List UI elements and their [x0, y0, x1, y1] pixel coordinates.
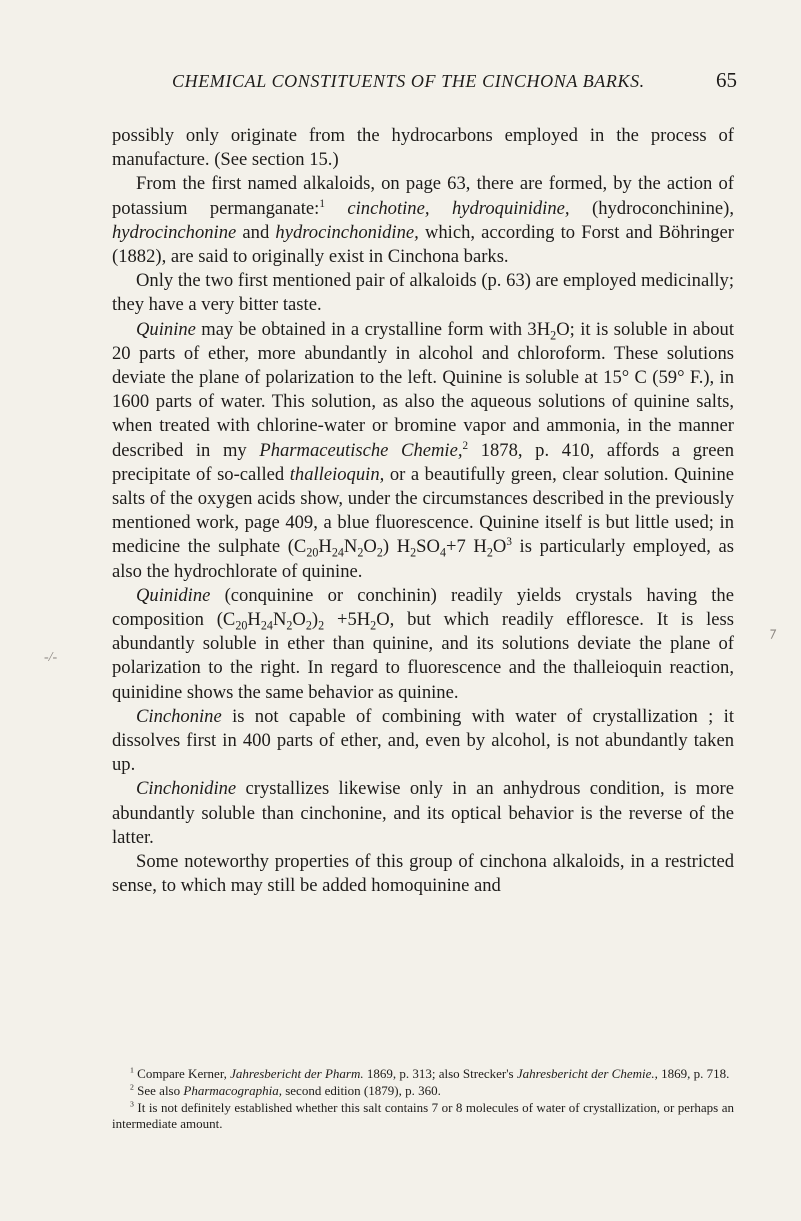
text: ) — [311, 609, 319, 631]
subscript: 2 — [357, 546, 364, 561]
running-head: CHEMICAL CONSTITUENTS OF THE CINCHONA BARKS. — [172, 71, 645, 91]
text: possibly only originate from the hydrocarbons employed in the process of manufacture. (See section 15.) — [112, 125, 734, 171]
footnote-number: 3 — [130, 1099, 134, 1109]
paragraph-quinidine — [112, 584, 734, 705]
text: may be obtained in a crystalline form with 3H — [195, 318, 551, 340]
footnote-ref: 3 — [506, 536, 512, 549]
paragraph-quinine — [112, 318, 734, 584]
paragraph-2 — [112, 172, 734, 269]
footnote-number: 1 — [130, 1065, 134, 1075]
text: See also — [133, 1083, 184, 1098]
subscript: 2 — [376, 546, 383, 561]
body-text — [112, 124, 734, 899]
italic-text: Pharmacographia, — [183, 1083, 282, 1098]
paragraph-3 — [112, 269, 734, 317]
text: and — [236, 221, 276, 243]
text: +5H — [324, 609, 371, 631]
text: O — [292, 609, 306, 631]
footnotes — [112, 1066, 734, 1133]
margin-pencil-mark-left: -/- — [44, 650, 58, 665]
italic-text: Jahresbericht der Pharm. — [230, 1066, 364, 1081]
footnote-3 — [112, 1100, 734, 1132]
subscript: 2 — [370, 618, 377, 633]
subscript: 2 — [305, 618, 312, 633]
margin-pencil-mark-right: ⁊ — [768, 626, 775, 641]
text: O — [492, 536, 507, 558]
text: N — [272, 609, 287, 631]
text: 1869, p. 313; also Strecker's — [363, 1066, 517, 1081]
text: O; it is soluble in about 20 parts of ether, more abundantly in alcohol and chloroform. These solutions deviate the plane of polarization to the left. Quinine is soluble at 15° C (59° F.), in 1600 parts of water. This solution, as also the aqueous solutions of quinine salts, when treated with chlorine-water or bromine vapor and ammonia, in the manner described in my — [112, 318, 734, 461]
italic-text: hydrocinchonine — [112, 221, 237, 243]
text: SO — [416, 536, 440, 558]
italic-text: thalleioquin, — [289, 463, 385, 485]
paragraph-cinchonine — [112, 705, 734, 778]
text: second edition (1879), p. 360. — [281, 1083, 441, 1098]
text: 1869, p. 718. — [657, 1066, 730, 1081]
text: crystallizes likewise only in an anhydrous condition, is more abundantly soluble than cinchonine, and its optical behavior is the reverse of the latter. — [112, 778, 734, 848]
page-number: 65 — [716, 68, 737, 92]
subscript: 2 — [318, 618, 325, 633]
footnote-number: 2 — [130, 1082, 134, 1092]
paragraph-1 — [112, 124, 734, 172]
text: which, according to Forst and Böhringer (1882), are said to originally exist in Cinchona barks. — [112, 221, 734, 268]
text: +7 H — [446, 536, 487, 558]
text — [325, 198, 347, 219]
footnote-2 — [112, 1083, 734, 1099]
italic-text: hydrocinchonidine, — [275, 221, 419, 243]
subscript: 24 — [331, 546, 344, 561]
paragraph-cinchonidine — [112, 777, 734, 850]
italic-text: Cinchonidine — [136, 778, 237, 800]
subscript: 20 — [235, 618, 248, 633]
text: 1878, p. 410, affords a green precipitate of so-called — [112, 439, 734, 485]
text: ) H — [382, 536, 411, 558]
italic-text: Quinine — [136, 318, 196, 340]
subscript: 4 — [439, 546, 446, 561]
text: (conquinine or conchinin) readily yields crystals having the composition (C — [112, 584, 734, 631]
text: Compare Kerner, — [133, 1066, 231, 1081]
text: It is not definitely established whether this salt contains 7 or 8 molecules of water of crystallization, or perhaps an intermediate amount. — [112, 1100, 734, 1131]
text: is not capable of combining with water of crystallization ; it dissolves first in 400 parts of ether, and, even by alcohol, is not abundantly taken up. — [112, 705, 734, 776]
italic-text: Jahresbericht der Chemie., — [516, 1066, 658, 1081]
text: O — [363, 536, 377, 558]
text: Only the two first mentioned pair of alkaloids (p. 63) are employed medicinally; they have a very bitter taste. — [112, 270, 734, 316]
italic-text: Pharmaceutische Chemie, — [259, 439, 463, 461]
subscript: 2 — [410, 546, 417, 561]
footnote-ref: 1 — [319, 197, 325, 210]
footnote-ref: 2 — [462, 439, 469, 452]
subscript: 2 — [550, 328, 557, 343]
text: (hydroconchinine), — [569, 197, 734, 219]
text: H — [247, 609, 261, 631]
text: or a beautifully green, clear solution. Quinine salts of the oxygen acids show, under the circumstances described in the previously mentioned work, page 409, a blue fluorescence. Quinine itself is but little used; in medicine the sulphate (C — [112, 463, 735, 558]
footnote-1 — [112, 1066, 734, 1082]
text: is particularly employed, as also the hydrochlorate of quinine. — [112, 536, 734, 582]
text: H — [318, 536, 332, 558]
italic-text: Quinidine — [136, 584, 211, 606]
text: O, but which readily effloresce. It is less abundantly soluble in ether than quinine, and its solutions deviate the plane of polarization to the right. In regard to fluorescence and the thalleioquin reaction, quinidine shows the same behavior as quinine. — [112, 609, 734, 703]
paragraph-last — [112, 850, 734, 898]
text: N — [343, 536, 358, 558]
subscript: 2 — [486, 546, 493, 561]
text: From the first named alkaloids, on page 63, there are formed, by the action of potassium permanganate: — [112, 173, 734, 219]
subscript: 24 — [260, 618, 273, 633]
page-header — [172, 68, 737, 93]
text: Some noteworthy properties of this group of cinchona alkaloids, in a restricted sense, to which may still be added homoquinine and — [112, 851, 734, 897]
subscript: 2 — [286, 618, 293, 633]
subscript: 20 — [306, 546, 319, 561]
italic-text: cinchotine, hydroquinidine, — [347, 197, 570, 219]
italic-text: Cinchonine — [136, 705, 222, 727]
